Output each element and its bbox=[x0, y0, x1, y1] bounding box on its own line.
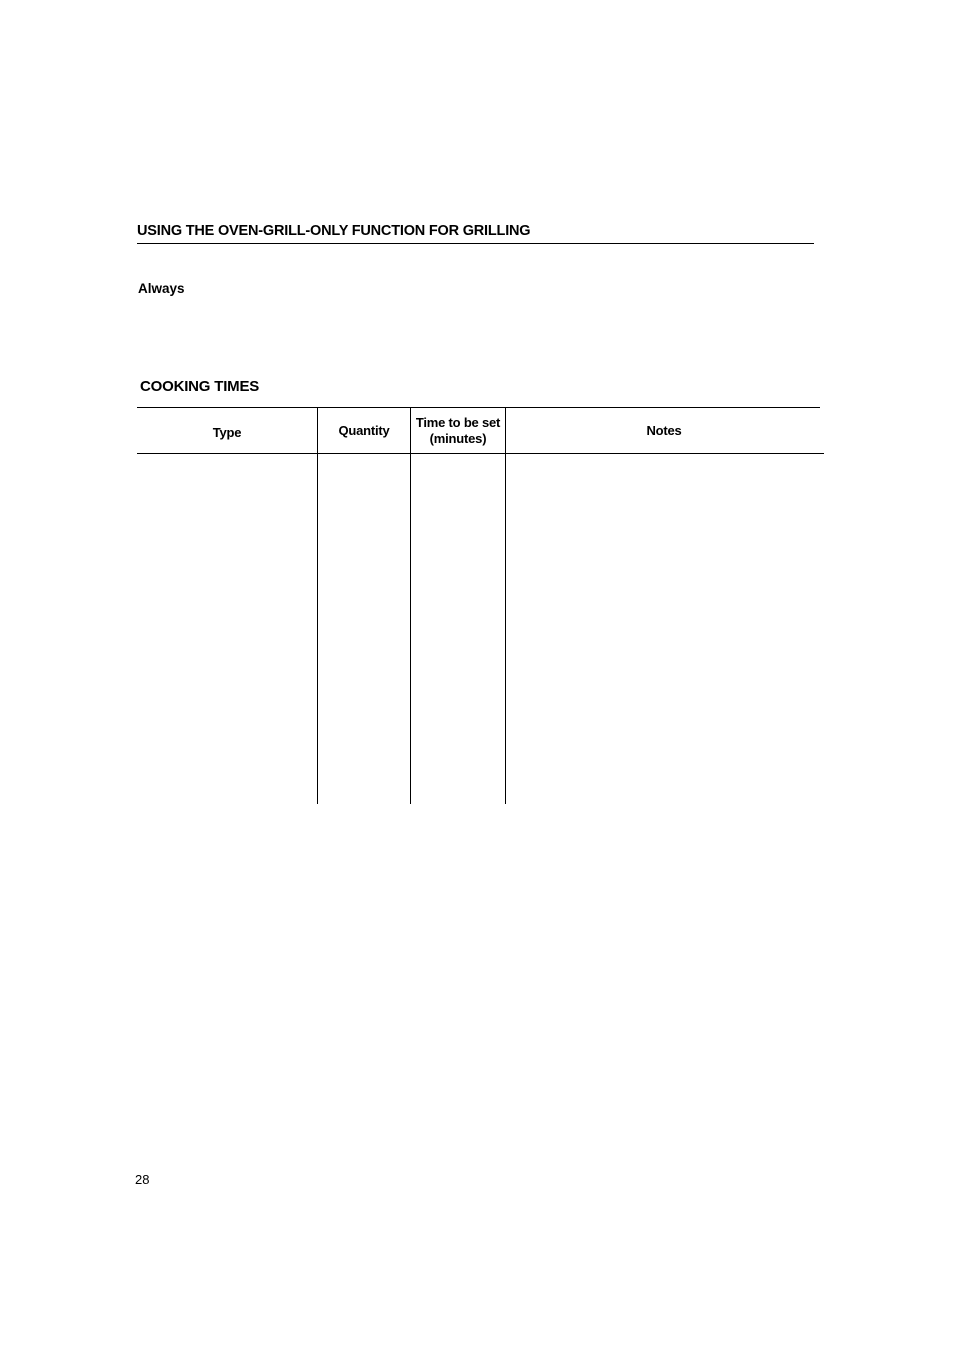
column-header-type: Type bbox=[212, 424, 242, 440]
column-divider bbox=[410, 407, 411, 804]
column-header-quantity: Quantity bbox=[338, 422, 390, 438]
column-header-notes: Notes bbox=[646, 422, 682, 438]
section-title: COOKING TIMES bbox=[140, 378, 260, 395]
heading-underline bbox=[137, 243, 814, 244]
page-number: 28 bbox=[135, 1172, 150, 1187]
column-header-time-line2: (minutes) bbox=[429, 430, 487, 446]
column-header-time bbox=[411, 408, 505, 453]
intro-text: Always bbox=[138, 281, 185, 296]
page-heading: USING THE OVEN-GRILL-ONLY FUNCTION FOR GRILLING bbox=[137, 223, 531, 239]
column-header-time-line1: Time to be set bbox=[415, 414, 501, 430]
column-divider bbox=[317, 407, 318, 804]
column-divider bbox=[505, 407, 506, 804]
